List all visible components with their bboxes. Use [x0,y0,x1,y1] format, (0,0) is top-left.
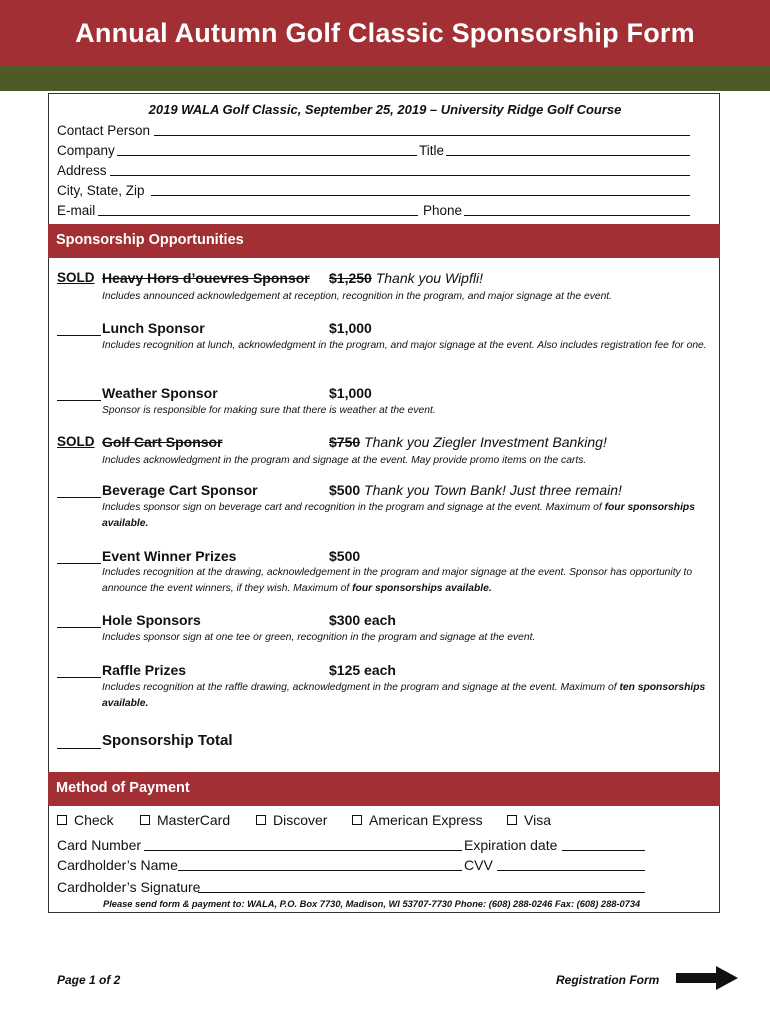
email-label: E-mail [57,203,96,218]
item-description: Includes recognition at the raffle drawing, acknowledgment in the program and signage at the event. Maximum of ten sponsorships available. [102,682,706,709]
payment-option-discover[interactable]: Discover [256,812,327,828]
contact-person-label: Contact Person [57,123,151,138]
item-description: Includes sponsor sign at one tee or green, recognition in the program and signage at the event. [102,632,536,643]
item-description: Includes announced acknowledgement at reception, recognition in the program, and major signage at the event. [102,291,613,302]
cardholder-name-field[interactable] [178,870,462,871]
sold-mark: SOLD [57,434,95,449]
page-number: Page 1 of 2 [57,973,121,987]
form-title: Annual Autumn Golf Classic Sponsorship Form [75,18,695,48]
sponsor-select-line[interactable] [57,497,101,498]
item-name: Weather Sponsor [102,385,218,401]
item-note: Thank you Wipfli! [375,270,483,286]
payment-option-check[interactable]: Check [57,812,114,828]
item-name: Hole Sponsors [102,612,201,628]
city-state-zip-field[interactable] [151,195,690,196]
mailing-instructions: Please send form & payment to: WALA, P.O. Box 7730, Madison, WI 53707-7730 Phone: (608) 288-0246 Fax: (608) 288-0734 [103,899,641,909]
item-note: Thank you Town Bank! Just three remain! [364,482,622,498]
item-note: Thank you Ziegler Investment Banking! [364,434,607,450]
sponsor-select-line[interactable] [57,335,101,336]
payment-option-mastercard[interactable]: MasterCard [140,812,230,828]
address-field[interactable] [110,175,690,176]
item-name: Event Winner Prizes [102,548,237,564]
contact-person-field[interactable] [154,135,690,136]
item-name: Lunch Sponsor [102,320,205,336]
item-description: Includes recognition at lunch, acknowledgment in the program, and major signage at the event. Also includes registration fee for one. [102,340,707,351]
sponsorship-total-label: Sponsorship Total [102,732,233,749]
item-name: Heavy Hors d’ouevres Sponsor [102,270,310,286]
sold-mark: SOLD [57,270,95,285]
title-field[interactable] [446,155,690,156]
event-line: 2019 WALA Golf Classic, September 25, 2019 – University Ridge Golf Course [148,102,622,117]
phone-label: Phone [423,203,463,218]
registration-form-label: Registration Form [556,973,660,987]
item-description: Includes sponsor sign on beverage cart and recognition in the program and signage at the event. Maximum of four sponsorships available. [102,502,695,529]
checkbox-icon[interactable] [256,815,266,825]
item-price: $1,000 [329,320,372,336]
item-price: $125 each [329,662,396,678]
header-accent-band [0,66,770,91]
checkbox-icon[interactable] [352,815,362,825]
item-name: Golf Cart Sponsor [102,434,223,450]
cardholder-name-label: Cardholder’s Name [57,857,178,873]
payment-option-american-express[interactable]: American Express [352,812,483,828]
company-field[interactable] [117,155,417,156]
sponsor-select-line[interactable] [57,627,101,628]
sponsor-select-line[interactable] [57,400,101,401]
sponsor-select-line[interactable] [57,677,101,678]
sponsorship-total-line[interactable] [57,748,101,749]
expiration-field[interactable] [562,850,645,851]
expiration-label: Expiration date [464,837,558,853]
payment-option-visa[interactable]: Visa [507,812,551,828]
card-number-field[interactable] [144,850,462,851]
address-label: Address [57,163,107,178]
item-price: $300 each [329,612,396,628]
item-description: Includes acknowledgment in the program and signage at the event. May provide promo items on the carts. [102,455,587,466]
checkbox-icon[interactable] [507,815,517,825]
item-price: $750 [329,434,361,450]
cvv-label: CVV [464,857,493,873]
signature-label: Cardholder’s Signature [57,879,201,895]
card-number-label: Card Number [57,837,142,853]
sponsorship-heading: Sponsorship Opportunities [48,224,720,258]
item-price: $500 [329,482,361,498]
payment-heading: Method of Payment [48,772,720,806]
item-price: $1,250 [329,270,372,286]
item-description: Includes recognition at the drawing, acknowledgement in the program and major signage at the event. Sponsor has opportunity to announce the event winners, if they wish. Maximum of four sponsorships available. [102,567,693,594]
company-label: Company [57,143,115,158]
header-bar [0,0,770,66]
phone-field[interactable] [464,215,690,216]
item-name: Raffle Prizes [102,662,187,678]
city-state-zip-label: City, State, Zip [57,183,145,198]
email-field[interactable] [98,215,418,216]
cvv-field[interactable] [497,870,645,871]
item-price: $1,000 [329,385,372,401]
item-name: Beverage Cart Sponsor [102,482,258,498]
item-price: $500 [329,548,361,564]
next-page-arrow-icon[interactable] [676,966,740,990]
checkbox-icon[interactable] [140,815,150,825]
item-description: Sponsor is responsible for making sure that there is weather at the event. [102,405,436,416]
sponsor-select-line[interactable] [57,563,101,564]
title-label: Title [419,143,445,158]
signature-field[interactable] [198,892,645,893]
checkbox-icon[interactable] [57,815,67,825]
